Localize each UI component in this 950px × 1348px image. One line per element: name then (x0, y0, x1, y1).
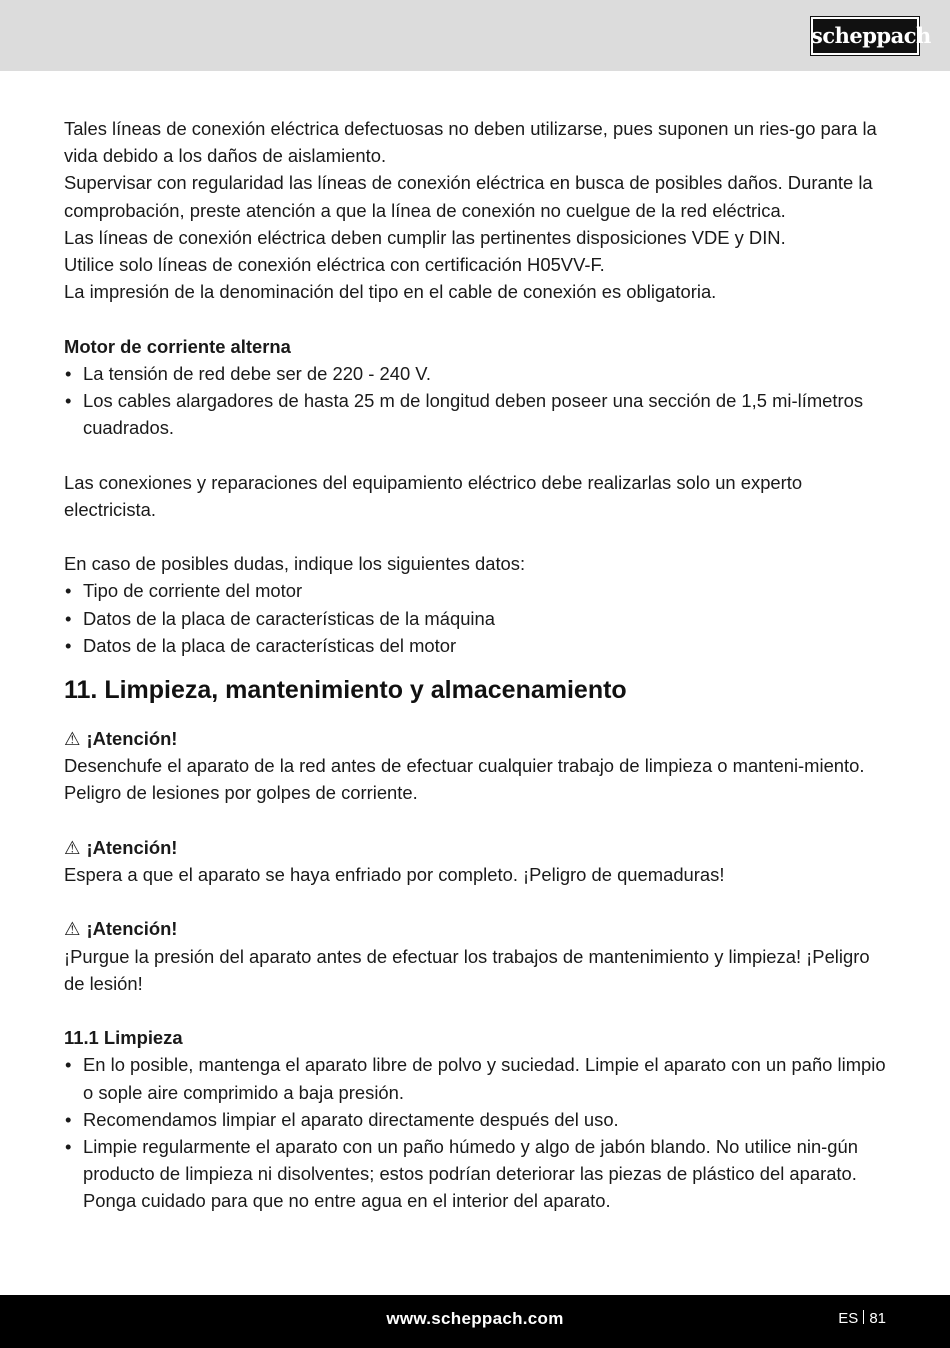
footer-bar (0, 1295, 950, 1348)
paragraph: La impresión de la denominación del tipo en el cable de conexión es obligatoria. (64, 281, 717, 303)
brand-logo: scheppach (811, 17, 919, 55)
doubts-list (64, 577, 886, 659)
warning-label: ¡Atención! (86, 836, 178, 858)
warning-heading (64, 725, 886, 752)
list-item: • Recomendamos limpiar el aparato directamente después del uso. (64, 1106, 886, 1133)
warning-text: Desenchufe el aparato de la red antes de efectuar cualquier trabajo de limpieza o manteni-miento. Peligro de lesiones por golpes de corriente. (64, 755, 865, 804)
paragraph: Las líneas de conexión eléctrica deben cumplir las pertinentes disposiciones VDE y DIN. (64, 226, 786, 248)
warning-label: ¡Atención! (86, 918, 178, 940)
section-title: 11. Limpieza, mantenimiento y almacenamiento (64, 676, 627, 705)
warning-text: ¡Purgue la presión del aparato antes de efectuar los trabajos de mantenimiento y limpieza! ¡Peligro de lesión! (64, 945, 870, 994)
warning-label: ¡Atención! (86, 728, 178, 750)
warning-icon: ⚠ (64, 728, 81, 750)
cleaning-list (64, 1051, 886, 1214)
list-item: • Datos de la placa de características de la máquina (64, 605, 886, 632)
warning-icon: ⚠ (64, 918, 81, 940)
footer-url[interactable]: www.scheppach.com (386, 1309, 564, 1328)
list-item: • Tipo de corriente del motor (64, 577, 886, 604)
ac-motor-list (64, 360, 886, 442)
page-number (838, 1310, 886, 1327)
warning-text: Espera a que el aparato se haya enfriado por completo. ¡Peligro de quemaduras! (64, 864, 725, 886)
warning-icon: ⚠ (64, 836, 81, 858)
language-code: ES (838, 1310, 859, 1327)
header-bar (0, 0, 950, 71)
warning-heading (64, 915, 886, 942)
warning-heading (64, 834, 886, 861)
list-item: • Datos de la placa de características del motor (64, 632, 886, 659)
subheading-cleaning: 11.1 Limpieza (64, 1027, 183, 1049)
page-content (64, 115, 886, 1215)
page-num: 81 (869, 1310, 886, 1327)
paragraph-doubts: En caso de posibles dudas, indique los siguientes datos: (64, 553, 526, 575)
paragraph: Supervisar con regularidad las líneas de conexión eléctrica en busca de posibles daños. Durante la comprobación, preste atención a que la línea de conexión no cuelgue de la red eléctrica. (64, 172, 873, 221)
list-item: • La tensión de red debe ser de 220 - 240 V. (64, 360, 886, 387)
paragraph: Utilice solo líneas de conexión eléctrica con certificación H05VV-F. (64, 254, 605, 276)
list-item: • Limpie regularmente el aparato con un paño húmedo y algo de jabón blando. No utilice nin-gún producto de limpieza ni disolventes; estos podrían deteriorar las piezas de plástico del aparato. Ponga cuidado para que no entre agua en el interior del aparato. (64, 1133, 886, 1215)
separator (863, 1310, 864, 1324)
subheading-ac-motor: Motor de corriente alterna (64, 335, 291, 357)
list-item: • En lo posible, mantenga el aparato libre de polvo y suciedad. Limpie el aparato con un paño limpio o sople aire comprimido a baja presión. (64, 1051, 886, 1105)
paragraph: Tales líneas de conexión eléctrica defectuosas no deben utilizarse, pues suponen un ries-go para la vida debido a los daños de aislamiento. (64, 118, 877, 167)
list-item: • Los cables alargadores de hasta 25 m de longitud deben poseer una sección de 1,5 mi-límetros cuadrados. (64, 387, 886, 441)
paragraph-expert-note: Las conexiones y reparaciones del equipamiento eléctrico debe realizarlas solo un experto electricista. (64, 471, 803, 520)
